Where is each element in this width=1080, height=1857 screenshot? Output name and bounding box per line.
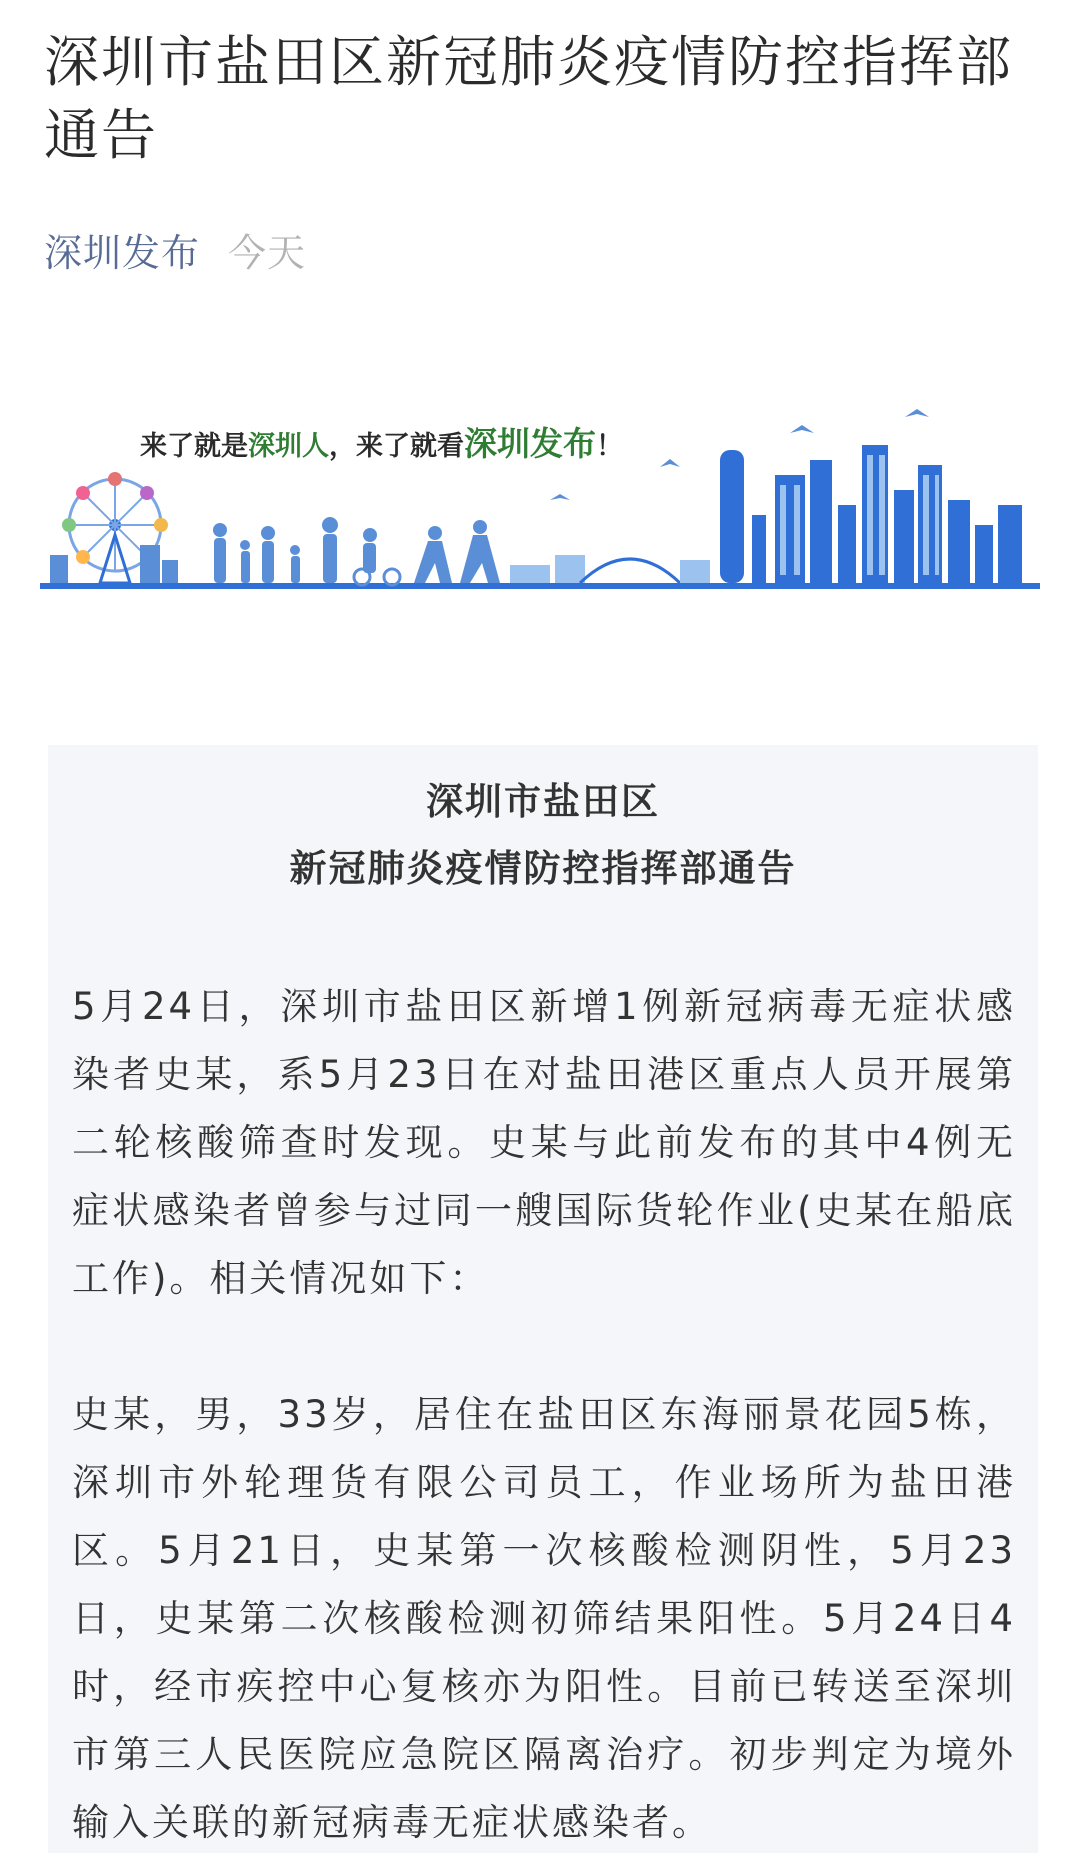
banner-slogan: 来了就是深圳人，来了就看深圳发布！ [140,424,623,463]
banner-image [40,405,1040,595]
notice-card [48,745,1038,1853]
notice-paragraph-2: 史某，男，33岁，居住在盐田区东海丽景花园5栋，深圳市外轮理货有限公司员工，作业场所为盐田港区。5月21日，史某第一次核酸检测阴性，5月23日，史某第二次核酸检测初筛结果阳性。5月24日4时，经市疾控中心复核亦为阳性。目前已转送至深圳市第三人民医院应急院区隔离治疗。初步判定为境外输入关联的新冠病毒无症状感染者。 [72,1393,1016,1844]
ground-line [40,583,1040,589]
middle-skyline [510,555,710,583]
article-meta [44,228,306,278]
notice-heading-line2: 新冠肺炎疫情防控指挥部通告 [289,847,797,890]
publish-date: 今天 [228,231,307,275]
people-silhouettes [213,517,500,585]
notice-paragraph-1: 5月24日，深圳市盐田区新增1例新冠病毒无症状感染者史某，系5月23日在对盐田港区重点人员开展第二轮核酸筛查时发现。史某与此前发布的其中4例无症状感染者曾参与过同一艘国际货轮作业(史某在船底工作)。相关情况如下： [72,985,1016,1300]
author-link[interactable]: 深圳发布 [44,231,201,275]
notice-heading-line1: 深圳市盐田区 [426,780,660,823]
article-title: 深圳市盐田区新冠肺炎疫情防控指挥部通告 [44,30,1014,167]
